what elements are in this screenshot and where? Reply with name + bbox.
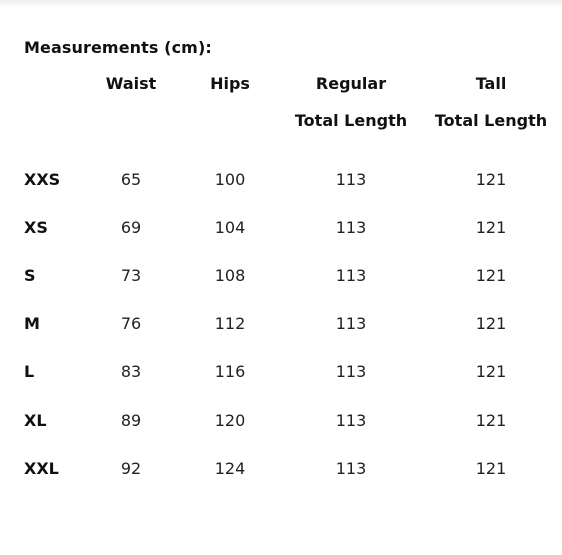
top-divider (0, 0, 562, 8)
size-label: XXS (24, 170, 61, 189)
hips-value: 116 (214, 362, 246, 381)
size-label: S (24, 266, 36, 285)
regular-length-value: 113 (335, 170, 367, 189)
header-regular-total-length: Total Length (294, 111, 408, 130)
size-label: XXL (24, 459, 59, 478)
size-label: M (24, 314, 40, 333)
tall-length-value: 121 (475, 314, 507, 333)
regular-length-value: 113 (335, 314, 367, 333)
waist-value: 65 (120, 170, 142, 189)
waist-value: 83 (120, 362, 142, 381)
hips-value: 100 (214, 170, 246, 189)
hips-value: 112 (214, 314, 246, 333)
size-label: L (24, 362, 35, 381)
tall-length-value: 121 (475, 459, 507, 478)
size-label: XL (24, 411, 47, 430)
waist-value: 89 (120, 411, 142, 430)
tall-length-value: 121 (475, 170, 507, 189)
header-hips: Hips (210, 74, 250, 93)
tall-length-value: 121 (475, 218, 507, 237)
tall-length-value: 121 (475, 411, 507, 430)
regular-length-value: 113 (335, 362, 367, 381)
tall-length-value: 121 (475, 362, 507, 381)
header-tall-total-length: Total Length (434, 111, 548, 130)
regular-length-value: 113 (335, 266, 367, 285)
header-waist: Waist (105, 74, 157, 93)
size-label: XS (24, 218, 48, 237)
waist-value: 92 (120, 459, 142, 478)
waist-value: 69 (120, 218, 142, 237)
regular-length-value: 113 (335, 411, 367, 430)
hips-value: 124 (214, 459, 246, 478)
regular-length-value: 113 (335, 459, 367, 478)
measurements-title: Measurements (cm): (24, 38, 212, 57)
regular-length-value: 113 (335, 218, 367, 237)
header-regular: Regular (315, 74, 387, 93)
hips-value: 108 (214, 266, 246, 285)
hips-value: 104 (214, 218, 246, 237)
tall-length-value: 121 (475, 266, 507, 285)
header-tall: Tall (475, 74, 507, 93)
waist-value: 73 (120, 266, 142, 285)
hips-value: 120 (214, 411, 246, 430)
waist-value: 76 (120, 314, 142, 333)
